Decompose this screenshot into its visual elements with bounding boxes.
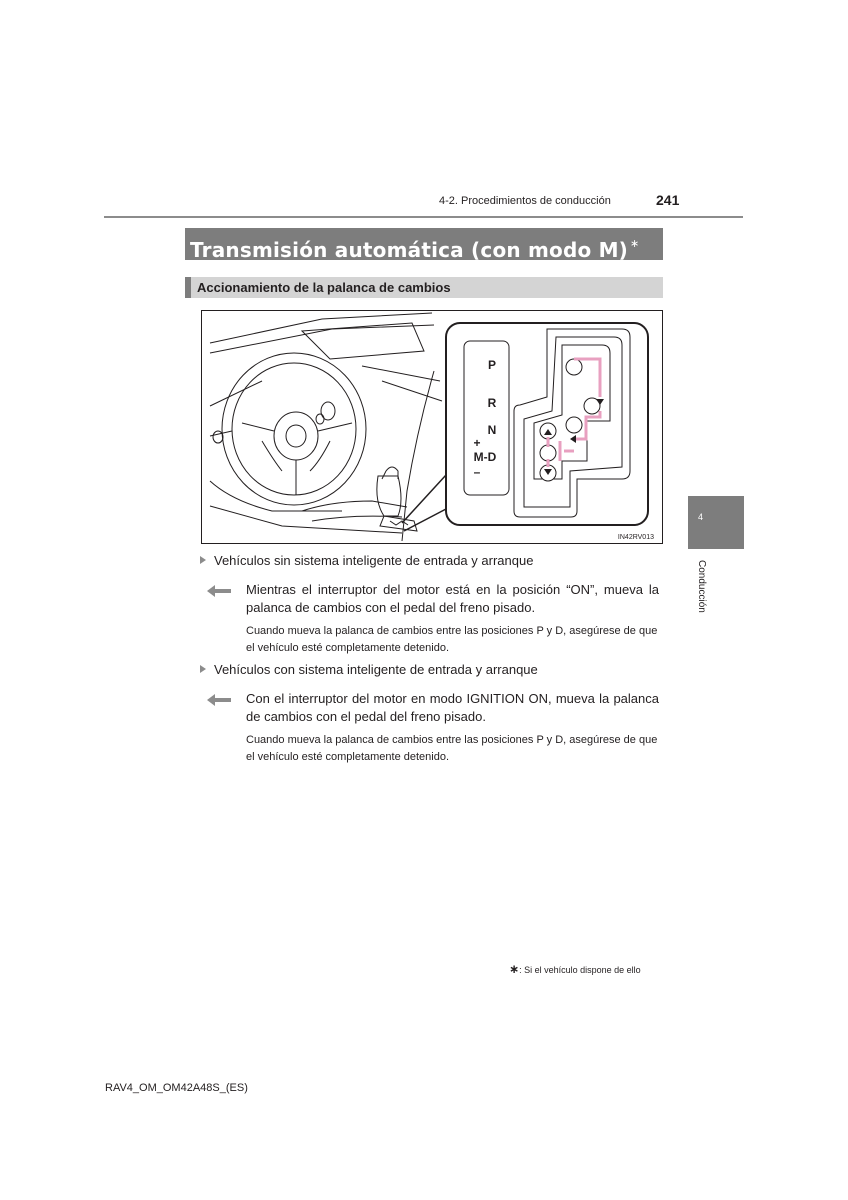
gate-label-r: R <box>487 396 497 410</box>
chapter-label: Conducción <box>696 560 707 613</box>
header-section-title: 4-2. Procedimientos de conducción <box>439 195 611 207</box>
figure-code: IN42RV013 <box>617 534 654 541</box>
left-arrow-icon <box>207 584 231 603</box>
title-asterisk: ∗ <box>630 237 640 250</box>
page-title-text: Transmisión automática (con modo M) <box>190 238 629 262</box>
gate-label-p: P <box>487 358 497 372</box>
footnote-text: : Si el vehículo dispone de ello <box>519 965 641 975</box>
left-arrow-icon <box>207 693 231 712</box>
bullet-heading-text: Vehículos sin sistema inteligente de entrada y arranque <box>214 553 534 568</box>
instruction-note: Cuando mueva la palanca de cambios entre las posiciones P y D, asegúrese de que el vehículo esté completamente detenido. <box>246 734 658 763</box>
document-code: RAV4_OM_OM42A48S_(ES) <box>105 1082 248 1094</box>
header-rule <box>104 216 743 218</box>
instruction-note: Cuando mueva la palanca de cambios entre las posiciones P y D, asegúrese de que el vehículo esté completamente detenido. <box>246 625 658 654</box>
chapter-number: 4 <box>698 512 704 522</box>
section-heading: Accionamiento de la palanca de cambios <box>185 277 663 298</box>
shift-lever-illustration <box>201 310 663 544</box>
chapter-tab <box>688 496 744 549</box>
triangle-bullet-icon <box>200 556 206 564</box>
gate-label-minus: – <box>473 465 481 479</box>
bullet-heading-text: Vehículos con sistema inteligente de entrada y arranque <box>214 662 538 677</box>
bullet-heading-1 <box>200 553 533 568</box>
footnote <box>509 962 641 976</box>
bullet-heading-2 <box>200 662 538 677</box>
instruction-paragraph: Con el interruptor del motor en modo IGNITION ON, mueva la palanca de cambios con el pedal del freno pisado. <box>246 691 659 724</box>
gate-label-md: M-D <box>473 450 497 464</box>
gate-label-plus: + <box>473 436 481 450</box>
instruction-paragraph: Mientras el interruptor del motor está en la posición “ON”, mueva la palanca de cambios con el pedal del freno pisado. <box>246 582 659 615</box>
shift-lever-drawing <box>202 311 662 543</box>
footnote-marker: ∗ <box>509 962 520 976</box>
page-number: 241 <box>656 192 680 208</box>
gate-label-n: N <box>487 423 497 437</box>
page-title <box>185 228 663 260</box>
triangle-bullet-icon <box>200 665 206 673</box>
